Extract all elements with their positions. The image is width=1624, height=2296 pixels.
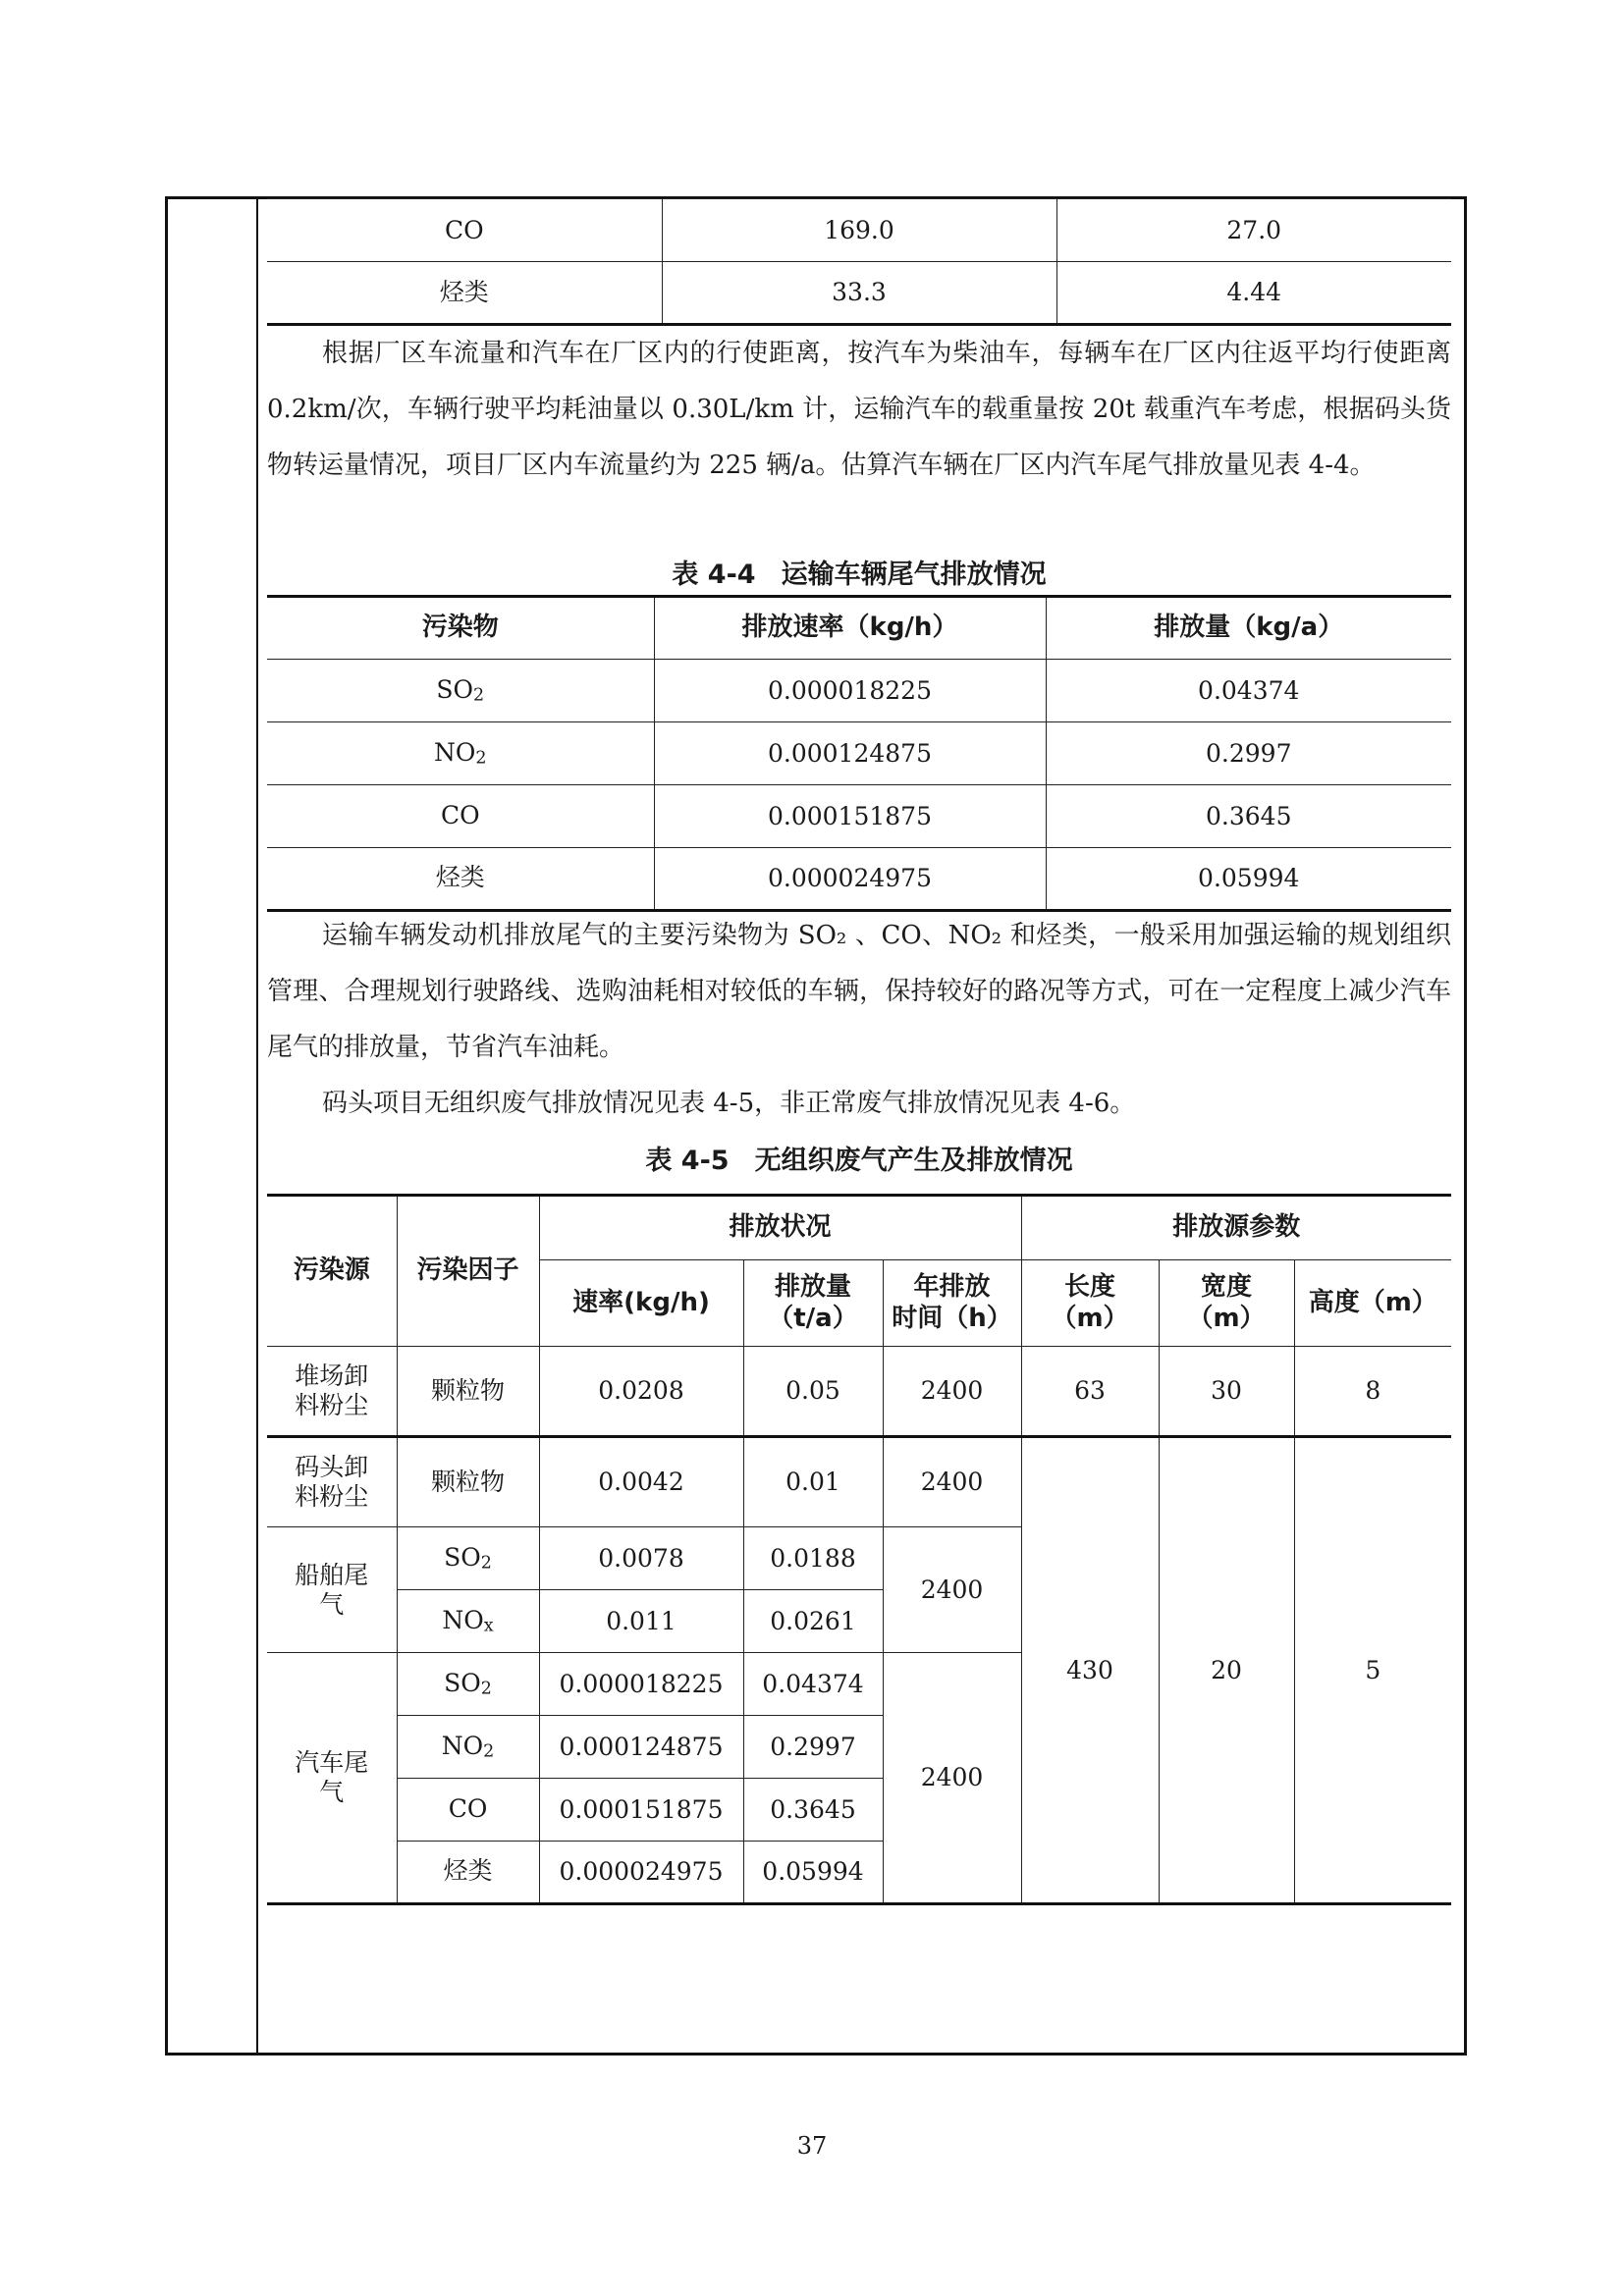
column-header: 长度 （m）	[1021, 1260, 1159, 1347]
table-header-row	[267, 597, 1451, 660]
table-cell: 4.44	[1056, 262, 1451, 325]
table-cell: 30	[1159, 1347, 1294, 1437]
table-cell: 0.000124875	[539, 1716, 743, 1779]
table-cell: 0.05	[743, 1347, 883, 1437]
table-cell: 烃类	[267, 848, 654, 911]
table-cell: 5	[1294, 1437, 1451, 1904]
paragraph-text: 码头项目无组织废气排放情况见表 4-5，非正常废气排放情况见表 4-6。	[322, 1089, 1136, 1118]
table-cell: CO	[267, 785, 654, 848]
body-paragraph	[267, 326, 1451, 494]
table-cell: 169.0	[662, 199, 1056, 262]
table-cell: 堆场卸 料粉尘	[267, 1347, 397, 1437]
column-header: 污染物	[267, 597, 654, 660]
table-cell: 0.05994	[743, 1842, 883, 1904]
table-cell: 0.0042	[539, 1437, 743, 1527]
table-cell: 0.0188	[743, 1527, 883, 1590]
table-cell: 颗粒物	[397, 1437, 539, 1527]
table-row	[267, 722, 1451, 785]
table-cell: 0.0078	[539, 1527, 743, 1590]
table-cell: 0.3645	[743, 1779, 883, 1842]
table-cell: 0.0208	[539, 1347, 743, 1437]
table-cell: 0.2997	[743, 1716, 883, 1779]
table-cell: $NO_2$	[267, 722, 654, 785]
table-cell: 33.3	[662, 262, 1056, 325]
table-cell: 颗粒物	[397, 1347, 539, 1437]
table-cell: $NO_x$	[397, 1590, 539, 1653]
table-cell: 码头卸 料粉尘	[267, 1437, 397, 1527]
table-cell: CO	[397, 1779, 539, 1842]
table-caption	[267, 1139, 1451, 1177]
table-cell: 0.011	[539, 1590, 743, 1653]
table-row	[267, 262, 1451, 325]
caption-title: 运输车辆尾气排放情况	[781, 560, 1047, 590]
table-cell: 烃类	[267, 262, 662, 325]
table-cell: 20	[1159, 1437, 1294, 1904]
column-header: 排放量（kg/a）	[1046, 597, 1451, 660]
column-header: 排放速率（kg/h）	[654, 597, 1046, 660]
table-cell: 0.000018225	[654, 660, 1046, 722]
column-header: 污染源	[267, 1196, 397, 1347]
table-cell: 0.0261	[743, 1590, 883, 1653]
column-header: 高度（m）	[1294, 1260, 1451, 1347]
frame-divider	[256, 199, 258, 2053]
page-number: 37	[796, 2132, 828, 2160]
table-cell: 2400	[883, 1347, 1021, 1437]
table-cell: 2400	[883, 1437, 1021, 1527]
table-cell: 0.000024975	[654, 848, 1046, 911]
table-caption	[267, 553, 1451, 591]
table-cell: 汽车尾 气	[267, 1653, 397, 1904]
table-cell: 430	[1021, 1437, 1159, 1904]
paragraph-text: 根据厂区车流量和汽车在厂区内的行使距离，按汽车为柴油车，每辆车在厂区内往返平均行使距离 0.2km/次，车辆行驶平均耗油量以 0.30L/km 计，运输汽车的载重量按 20t 载重汽车考虑，根据码头货物转运量情况，项目厂区内车流量约为 225 辆/a。估算汽车辆在厂区内汽车尾气排放量见表 4-4。	[267, 339, 1451, 480]
table-cell: 烃类	[397, 1842, 539, 1904]
table-cell: 船舶尾 气	[267, 1527, 397, 1653]
caption-number: 表 4-5	[645, 1146, 730, 1176]
column-header: 速率(kg/h)	[539, 1260, 743, 1347]
column-header: 宽度 （m）	[1159, 1260, 1294, 1347]
table-row	[267, 1437, 1451, 1527]
table-cell: 2400	[883, 1653, 1021, 1904]
column-group-header: 排放源参数	[1021, 1196, 1451, 1260]
table-cell: 8	[1294, 1347, 1451, 1437]
table-row	[267, 848, 1451, 911]
column-group-header: 排放状况	[539, 1196, 1021, 1260]
table-cell: 0.2997	[1046, 722, 1451, 785]
table-header-row	[267, 1196, 1451, 1260]
table-cell: 0.04374	[743, 1653, 883, 1716]
table-cell: CO	[267, 199, 662, 262]
table-cell: 0.000151875	[654, 785, 1046, 848]
table-prev-continuation	[267, 198, 1451, 326]
column-header: 污染因子	[397, 1196, 539, 1347]
table-cell: 0.000024975	[539, 1842, 743, 1904]
table-cell: 0.000124875	[654, 722, 1046, 785]
table-row	[267, 785, 1451, 848]
paragraph-text: 运输车辆发动机排放尾气的主要污染物为 SO₂ 、CO、NO₂ 和烃类，一般采用加强运输的规划组织管理、合理规划行驶路线、选购油耗相对较低的车辆，保持较好的路况等方式，可在一定程度上减少汽车尾气的排放量，节省汽车油耗。	[267, 921, 1451, 1062]
table-cell: 63	[1021, 1347, 1159, 1437]
table-cell: 0.000018225	[539, 1653, 743, 1716]
table-cell: 0.3645	[1046, 785, 1451, 848]
table-cell: 0.04374	[1046, 660, 1451, 722]
table-4-4	[267, 595, 1451, 912]
table-cell: 27.0	[1056, 199, 1451, 262]
table-row	[267, 199, 1451, 262]
caption-title: 无组织废气产生及排放情况	[754, 1146, 1073, 1176]
table-4-5	[267, 1194, 1451, 1905]
column-header: 年排放 时间（h）	[883, 1260, 1021, 1347]
body-paragraph	[267, 908, 1451, 1076]
table-cell: $NO_2$	[397, 1716, 539, 1779]
table-cell: 0.05994	[1046, 848, 1451, 911]
table-cell: 0.000151875	[539, 1779, 743, 1842]
table-cell: 2400	[883, 1527, 1021, 1653]
body-paragraph	[267, 1076, 1451, 1132]
table-cell: $SO_2$	[397, 1653, 539, 1716]
table-cell: 0.01	[743, 1437, 883, 1527]
table-cell: $SO_2$	[267, 660, 654, 722]
column-header: 排放量 （t/a）	[743, 1260, 883, 1347]
table-row	[267, 1347, 1451, 1437]
table-cell: $SO_2$	[397, 1527, 539, 1590]
caption-number: 表 4-4	[672, 560, 756, 590]
table-row	[267, 660, 1451, 722]
